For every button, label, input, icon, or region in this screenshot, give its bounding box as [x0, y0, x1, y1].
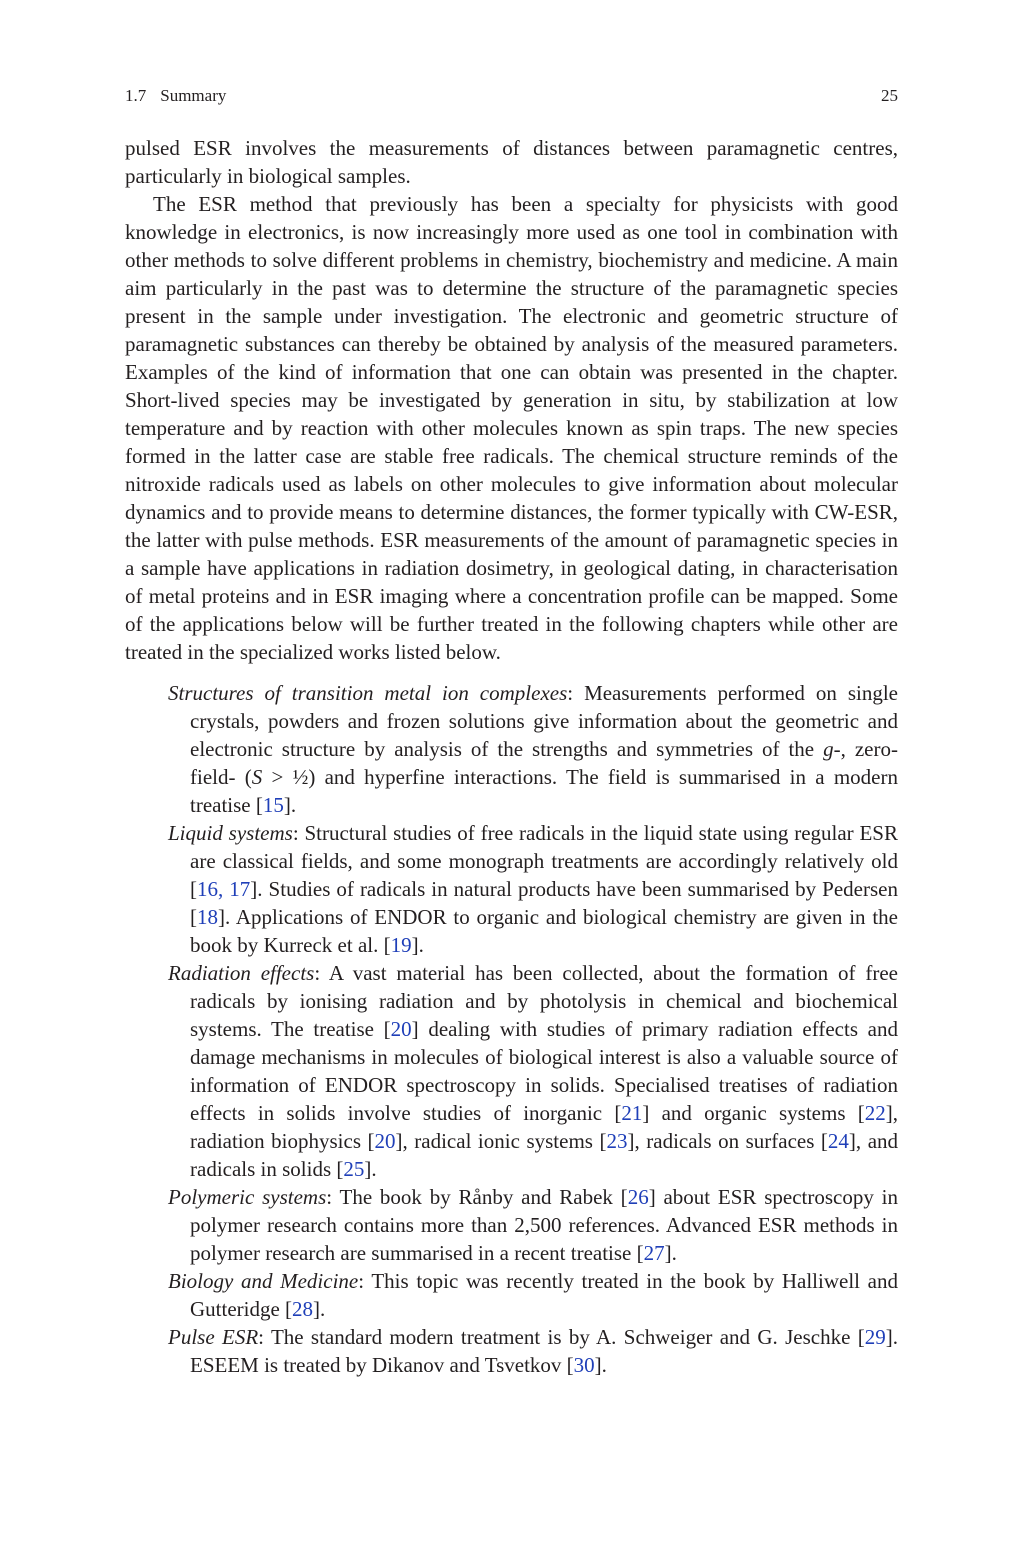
applications-list	[168, 679, 898, 1379]
citation-link[interactable]: 18	[197, 905, 218, 929]
citation-link[interactable]: 26	[627, 1185, 649, 1209]
citation-link[interactable]: 30	[573, 1353, 595, 1377]
entry-term: Polymeric systems	[168, 1185, 327, 1209]
body-text	[125, 134, 898, 1379]
entry-liquid-systems: Liquid systems: Structural studies of free radicals in the liquid state using regular ESR are classical fields, and some monograph treatments are accordingly relatively old [16, 17]. Studies of radicals in natural products have been summarised by Pedersen [18]. Applications of ENDOR to organic and biological chemistry are given in the book by Kurreck et al. [19].	[168, 821, 898, 957]
citation-link[interactable]: 25	[343, 1157, 365, 1181]
citation-link[interactable]: 21	[621, 1101, 643, 1125]
section-title: Summary	[160, 86, 227, 105]
citation-link[interactable]: 24	[827, 1129, 849, 1153]
entry-biology-medicine: Biology and Medicine: This topic was recently treated in the book by Halliwell and Gutteridge [28].	[168, 1269, 898, 1321]
entry-polymeric-systems: Polymeric systems: The book by Rånby and Rabek [26] about ESR spectroscopy in polymer research contains more than 2,500 references. Advanced ESR methods in polymer research are summarised in a recent treatise [27].	[168, 1185, 898, 1265]
page	[125, 82, 898, 1379]
citation-link[interactable]: 19	[390, 933, 412, 957]
g-symbol: g	[823, 737, 834, 761]
running-head	[125, 82, 898, 110]
entry-term: Radiation effects	[168, 961, 315, 985]
citation-link[interactable]: 16, 17	[197, 877, 251, 901]
section-heading	[125, 82, 226, 110]
s-symbol: S	[251, 765, 263, 789]
paragraph-1: pulsed ESR involves the measurements of distances between paramagnetic centres, particularly in biological samples.	[125, 136, 898, 188]
citation-link[interactable]: 20	[374, 1129, 396, 1153]
section-number: 1.7	[125, 86, 147, 105]
citation-link[interactable]: 29	[864, 1325, 886, 1349]
page-number: 25	[881, 86, 898, 105]
citation-link[interactable]: 15	[262, 793, 284, 817]
entry-transition-metal: Structures of transition metal ion complexes: Measurements performed on single crystals, powders and frozen solutions give information about the geometric and electronic structure by analysis of the strengths and symmetries of the g-, zero-field- (S > ½) and hyperfine interactions. The field is summarised in a modern treatise [15].	[168, 681, 899, 817]
entry-pulse-esr: Pulse ESR: The standard modern treatment is by A. Schweiger and G. Jeschke [29]. ESEEM is treated by Dikanov and Tsvetkov [30].	[168, 1325, 899, 1377]
entry-radiation-effects: Radiation effects: A vast material has been collected, about the formation of free radicals by ionising radiation and by photolysis in chemical and biochemical systems. The treatise [20] dealing with studies of primary radiation effects and damage mechanisms in molecules of biological interest is also a valuable source of information of ENDOR spectroscopy in solids. Specialised treatises of radiation effects in solids involve studies of inorganic [21] and organic systems [22], radiation biophysics [20], radical ionic systems [23], radicals on surfaces [24], and radicals in solids [25].	[168, 961, 899, 1181]
citation-link[interactable]: 28	[292, 1297, 314, 1321]
entry-term: Biology and Medicine	[168, 1269, 359, 1293]
paragraph-2: The ESR method that previously has been a specialty for physicists with good knowledge in electronics, is now increasingly more used as one tool in combination with other methods to solve different problems in chemistry, biochemistry and medicine. A main aim particularly in the past was to determine the structure of the paramagnetic species present in the sample under investigation. The electronic and geometric structure of paramagnetic substances can thereby be obtained by analysis of the measured parameters. Examples of the kind of information that one can obtain was presented in the chapter. Short-lived species may be investigated by generation in situ, by stabilization at low temperature and by reaction with other molecules known as spin traps. The new species formed in the latter case are stable free radicals. The chemical structure reminds of the nitroxide radicals used as labels on other molecules to give information about molecular dynamics and to provide means to determine distances, the former typically with CW-ESR, the latter with pulse methods. ESR measurements of the amount of paramagnetic species in a sample have applications in radiation dosimetry, in geological dating, in characterisation of metal proteins and in ESR imaging where a concentration profile can be mapped. Some of the applications below will be further treated in the following chapters while other are treated in the specialized works listed below.	[125, 192, 898, 664]
citation-link[interactable]: 20	[390, 1017, 412, 1041]
entry-term: Liquid systems	[168, 821, 293, 845]
entry-term: Structures of transition metal ion complexes	[168, 681, 568, 705]
citation-link[interactable]: 23	[606, 1129, 628, 1153]
entry-term: Pulse ESR	[168, 1325, 259, 1349]
citation-link[interactable]: 27	[643, 1241, 665, 1265]
citation-link[interactable]: 22	[864, 1101, 886, 1125]
